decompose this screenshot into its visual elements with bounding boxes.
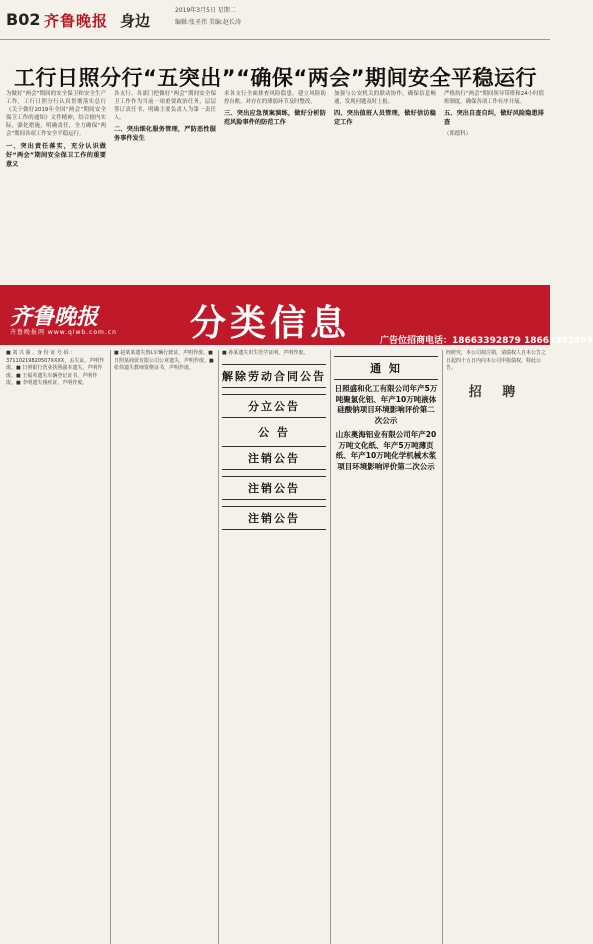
classified-text: ■ 赵某某遗失鲁L车辆行驶证，声明作废。■ 日照某商贸有限公司公章遗失，声明作废。■ 张伟遗失教师资格证书，声明作废。 — [114, 350, 214, 372]
eia-notice-title: 山东奥海铝业有限公司年产20万吨文化纸、年产5万吨薄页纸、年产10万吨化学机械木浆项目环境影响评价第二次公示 — [335, 430, 437, 471]
column-divider — [330, 350, 331, 944]
article-subhead: 五、突出自查自纠，做好风险隐患排查 — [444, 110, 544, 127]
article-col-3 — [224, 90, 326, 130]
classified-text: 经研究，本公司拟注销，请债权人自本公告之日起四十五日内向本公司申报债权，特此公告。 — [446, 350, 547, 372]
notice-heading: 分立公告 — [222, 394, 326, 418]
notice-heading: 通 知 — [334, 356, 438, 380]
paper-logo: 齐鲁晚报 — [44, 12, 109, 30]
article-author: （郑德科） — [444, 131, 471, 138]
eia-notice-title: 日照盛和化工有限公司年产5万吨聚氯化铝、年产10万吨液体硅酸钠项目环境影响评价第二次公示 — [334, 384, 438, 425]
classified-text: ■ 刘 兴 强 、身 份 证 号 码 ：37110219820507XXXX，丢失证，声明作废。■ 日照银行营业执照副本遗失，声明作废。■ 王福英遗失车辆登记证书，声明作废。■ 李明遗失残疾证，声明作废。 — [6, 350, 105, 387]
classified-text: ■ 孙某遗失出生医学证明，声明作废。 — [222, 350, 309, 356]
page-header — [0, 0, 550, 40]
article-text: 加强与公安机关的联动协作，确保信息畅通，发现问题及时上报。 — [334, 91, 436, 106]
notice-heading: 注销公告 — [222, 446, 326, 470]
column-divider — [218, 350, 219, 944]
article-headline: 工行日照分行“五突出”“确保“两会”期间安全平稳运行 — [14, 66, 538, 90]
recruit-heading: 招 聘 — [468, 384, 524, 400]
article-subhead: 二、突出细化服务管理，严防恶性服务事件发生 — [114, 126, 216, 143]
banner-title: 分类信息 — [190, 303, 351, 344]
article-subhead: 三、突出应急预案演练，做好分析防范风险事件的防范工作 — [224, 110, 326, 127]
editor-line: 编辑:张圣伟 美编:赵长涛 — [175, 19, 241, 26]
column-divider — [442, 350, 443, 944]
classified-col-2 — [114, 350, 214, 940]
article-text: 求各支行全面排查风险隐患，建立风险防控台账，对存在的薄弱环节及时整改。 — [224, 91, 326, 106]
classified-col-4 — [334, 350, 438, 940]
article-subhead: 四、突出值班人员管理，做好信访稳定工作 — [334, 110, 436, 127]
article-text: 各支行、各部门把做好“两会”期间安全保卫工作作为当前一项重要政治任务，层层签订责任书，明确主要负责人为第一责任人。 — [114, 91, 216, 122]
classified-col-1 — [6, 350, 106, 940]
column-divider — [110, 350, 111, 944]
notice-heading: 注销公告 — [222, 506, 326, 530]
article-col-5 — [444, 90, 544, 138]
article-col-4 — [334, 90, 436, 130]
article-text: 严格执行“两会”期间领导带班和24小时值班制度，确保各项工作有序开展。 — [444, 91, 544, 106]
notice-heading: 解除劳动合同公告 — [222, 364, 326, 388]
page-number: B02 — [6, 10, 41, 29]
date-line: 2019年3月5日 星期二 — [175, 7, 236, 14]
classified-col-3 — [222, 350, 326, 940]
article-col-1 — [6, 90, 106, 172]
banner-slogan: 齐鲁晚报网 www.qlwb.com.cn — [10, 329, 117, 336]
notice-heading: 公 告 — [258, 425, 290, 439]
section-name: 身边 — [120, 12, 151, 30]
article-col-2 — [114, 90, 216, 146]
banner-logo: 齐鲁晚报 — [10, 304, 99, 330]
classified-col-5 — [446, 350, 546, 940]
notice-heading: 注销公告 — [222, 476, 326, 500]
article-text: 为做好“两会”期间的安全保卫和安全生产工作，工行日照分行认真贯彻落实总行《关于做好2019年全国“两会”期间安全保卫工作的通知》文件精神，结合辖内实际，强化措施，明确责任，全力确保“两会”期间各项工作安全平稳运行。 — [6, 91, 106, 138]
banner-phone: 广告位招商电话：18663392879 18663392869 — [380, 336, 593, 346]
article-subhead: 一、突出责任落实，充分认识做好“两会”期间安全保卫工作的重要意义 — [6, 142, 106, 168]
